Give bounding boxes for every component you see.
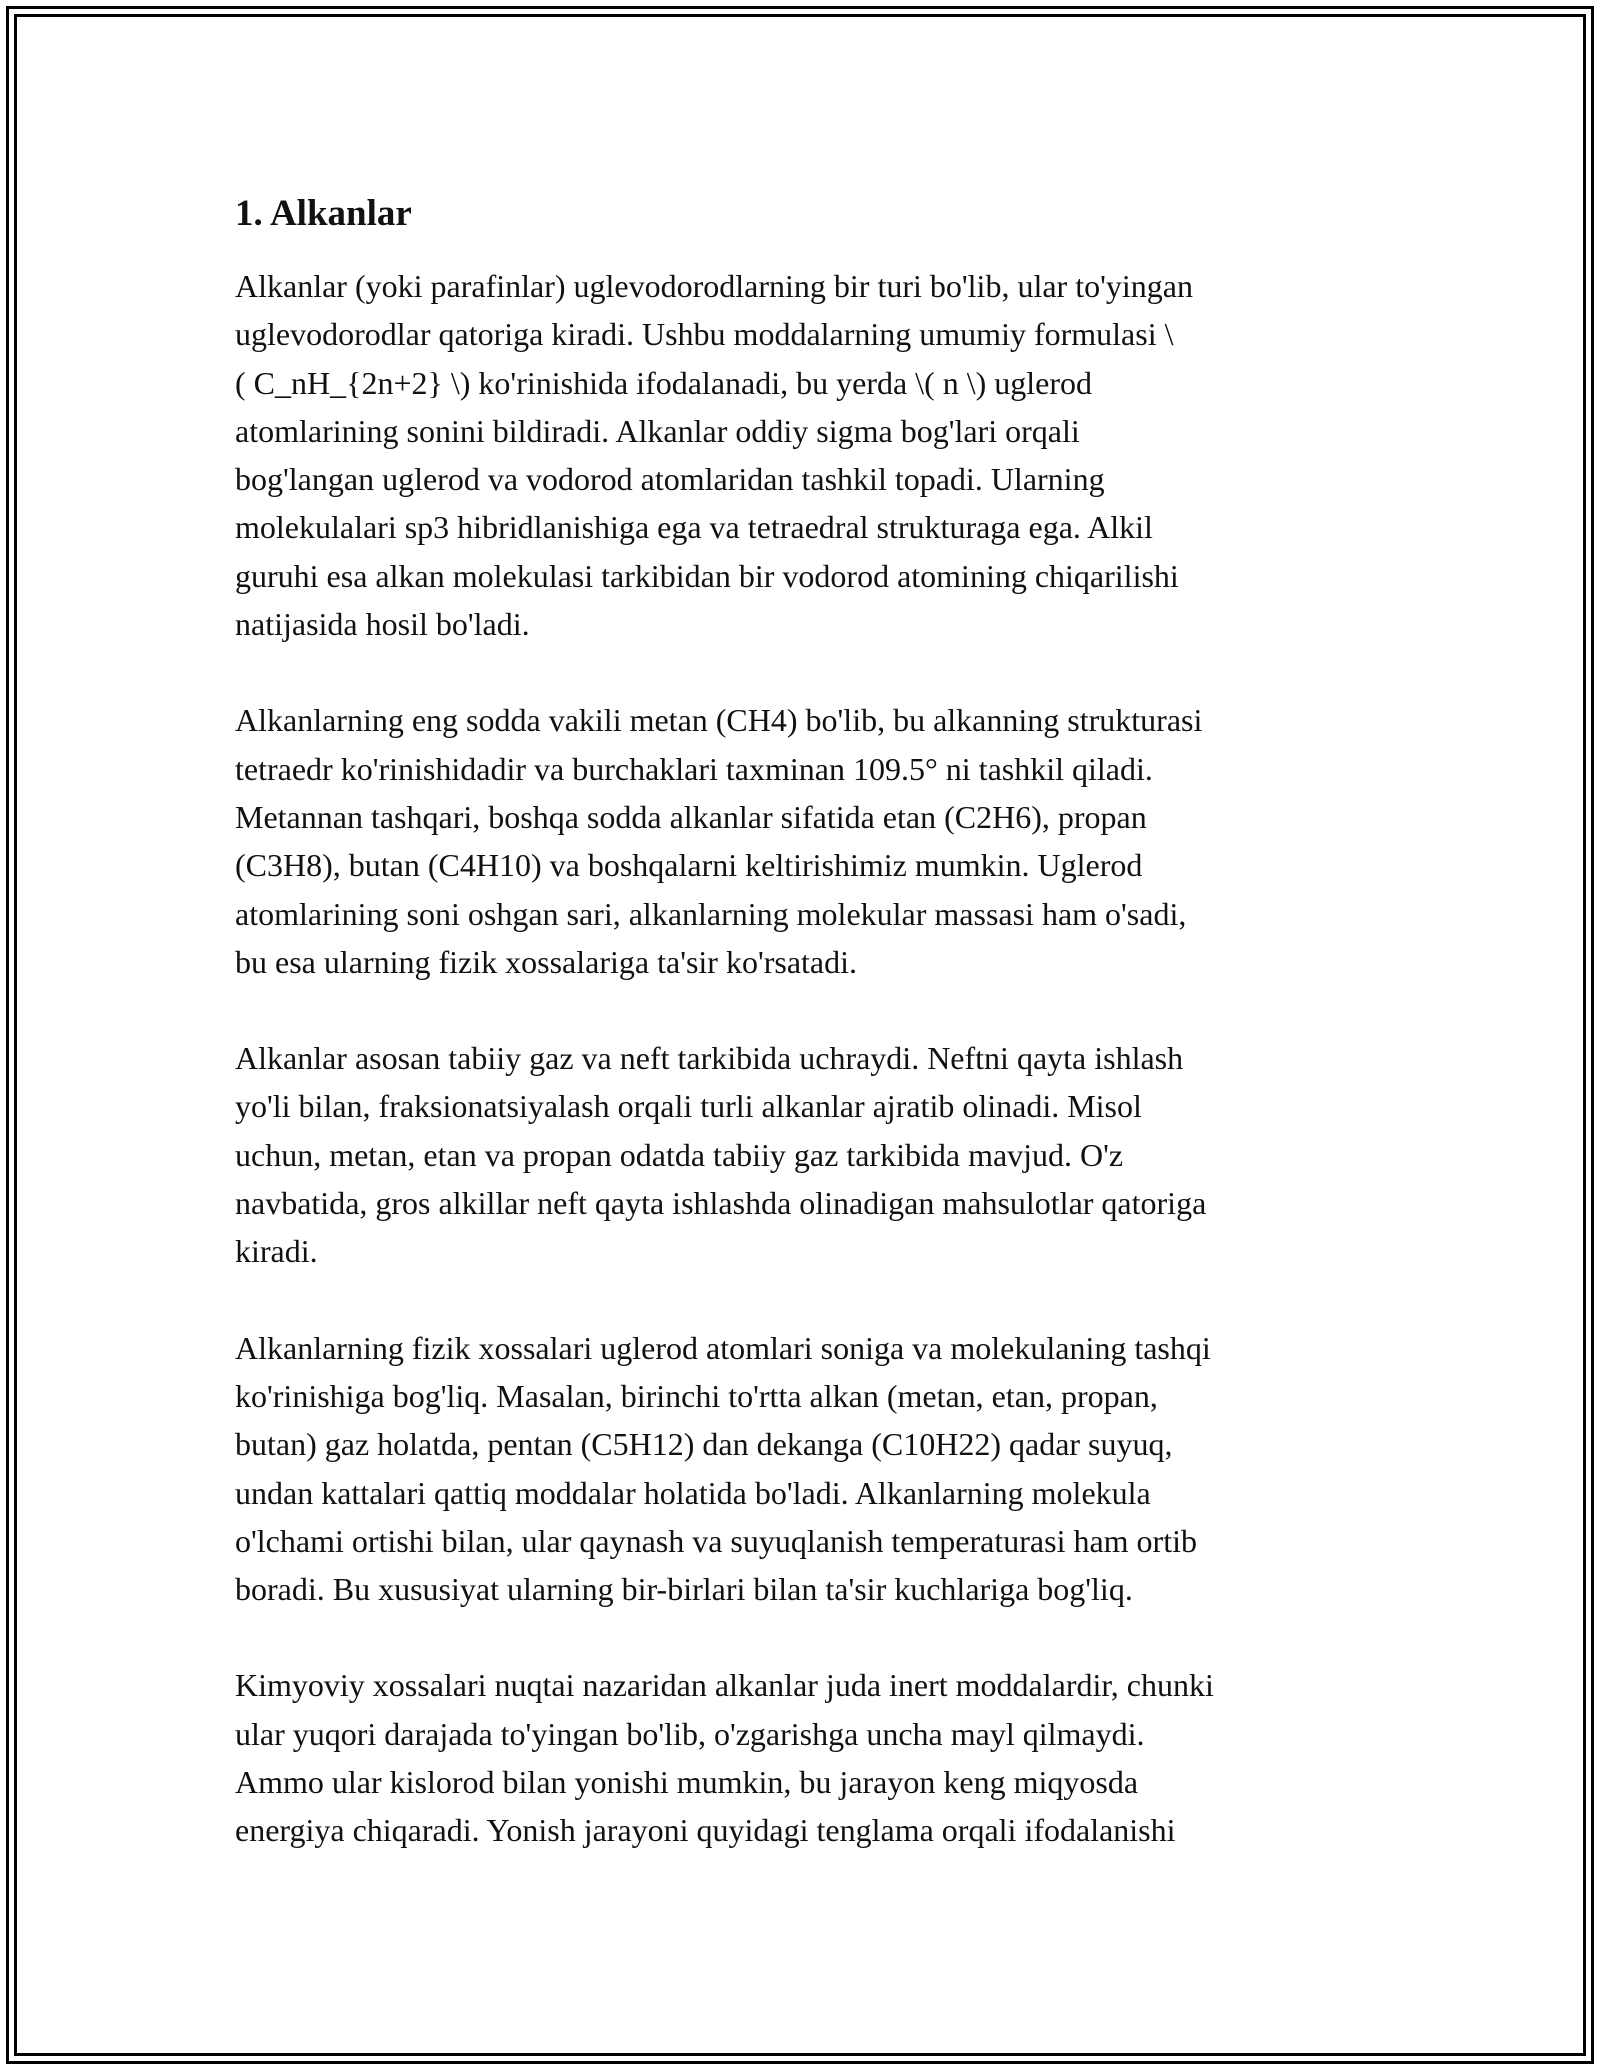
paragraph-5 <box>235 1661 1375 1854</box>
text-line: guruhi esa alkan molekulasi tarkibidan bir vodorod atomining chiqarilishi <box>235 557 1179 594</box>
text-line: Kimyoviy xossalari nuqtai nazaridan alkanlar juda inert moddalardir, chunki <box>235 1667 1214 1704</box>
text-line: Alkanlarning fizik xossalari uglerod atomlari soniga va molekulaning tashqi <box>235 1329 1211 1366</box>
text-line: bog'langan uglerod va vodorod atomlaridan tashkil topadi. Ularning <box>235 461 1105 498</box>
text-line: energiya chiqaradi. Yonish jarayoni quyidagi tenglama orqali ifodalanishi <box>235 1812 1176 1849</box>
text-line: navbatida, gros alkillar neft qayta ishlashda olinadigan mahsulotlar qatoriga <box>235 1185 1207 1222</box>
document-body <box>235 184 1375 1903</box>
text-line: atomlarining soni oshgan sari, alkanlarning molekular massasi ham o'sadi, <box>235 895 1187 932</box>
text-line: Metannan tashqari, boshqa sodda alkanlar sifatida etan (C2H6), propan <box>235 798 1147 835</box>
paragraph-3 <box>235 1034 1375 1275</box>
text-line: Alkanlarning eng sodda vakili metan (CH4) bo'lib, bu alkanning strukturasi <box>235 702 1203 739</box>
text-line: boradi. Bu xususiyat ularning bir-birlari bilan ta'sir kuchlariga bog'liq. <box>235 1571 1133 1608</box>
text-line: molekulalari sp3 hibridlanishiga ega va tetraedral strukturaga ega. Alkil <box>235 509 1153 546</box>
text-line: Alkanlar asosan tabiiy gaz va neft tarkibida uchraydi. Neftni qayta ishlash <box>235 1040 1184 1077</box>
text-line: kiradi. <box>235 1233 318 1270</box>
paragraph-1 <box>235 262 1375 648</box>
text-line: yo'li bilan, fraksionatsiyalash orqali turli alkanlar ajratib olinadi. Misol <box>235 1088 1142 1125</box>
text-line: (C3H8), butan (C4H10) va boshqalarni keltirishimiz mumkin. Uglerod <box>235 847 1143 884</box>
text-line: tetraedr ko'rinishidadir va burchaklari taxminan 109.5° ni tashkil qiladi. <box>235 750 1153 787</box>
text-line: natijasida hosil bo'ladi. <box>235 606 530 643</box>
text-line: butan) gaz holatda, pentan (C5H12) dan dekanga (C10H22) qadar suyuq, <box>235 1426 1173 1463</box>
text-line: uchun, metan, etan va propan odatda tabiiy gaz tarkibida mavjud. O'z <box>235 1136 1124 1173</box>
text-line: atomlarining sonini bildiradi. Alkanlar oddiy sigma bog'lari orqali <box>235 412 1080 449</box>
paragraph-4 <box>235 1324 1375 1614</box>
text-line: o'lchami ortishi bilan, ular qaynash va suyuqlanish temperaturasi ham ortib <box>235 1522 1197 1559</box>
text-line: bu esa ularning fizik xossalariga ta'sir ko'rsatadi. <box>235 943 858 980</box>
text-line: undan kattalari qattiq moddalar holatida bo'ladi. Alkanlarning molekula <box>235 1474 1151 1511</box>
text-line: uglevodorodlar qatoriga kiradi. Ushbu moddalarning umumiy formulasi \ <box>235 316 1174 353</box>
text-line: Alkanlar (yoki parafinlar) uglevodorodlarning bir turi bo'lib, ular to'yingan <box>235 268 1193 304</box>
text-line: ko'rinishiga bog'liq. Masalan, birinchi to'rtta alkan (metan, etan, propan, <box>235 1377 1158 1414</box>
text-line: Ammo ular kislorod bilan yonishi mumkin, bu jarayon keng miqyosda <box>235 1764 1139 1801</box>
section-heading: 1. Alkanlar <box>235 193 412 234</box>
text-line: ular yuqori darajada to'yingan bo'lib, o'zgarishga uncha mayl qilmaydi. <box>235 1715 1145 1752</box>
text-line: ( C_nH_{2n+2} \) ko'rinishida ifodalanadi, bu yerda \( n \) uglerod <box>235 364 1093 401</box>
paragraph-2 <box>235 696 1375 986</box>
